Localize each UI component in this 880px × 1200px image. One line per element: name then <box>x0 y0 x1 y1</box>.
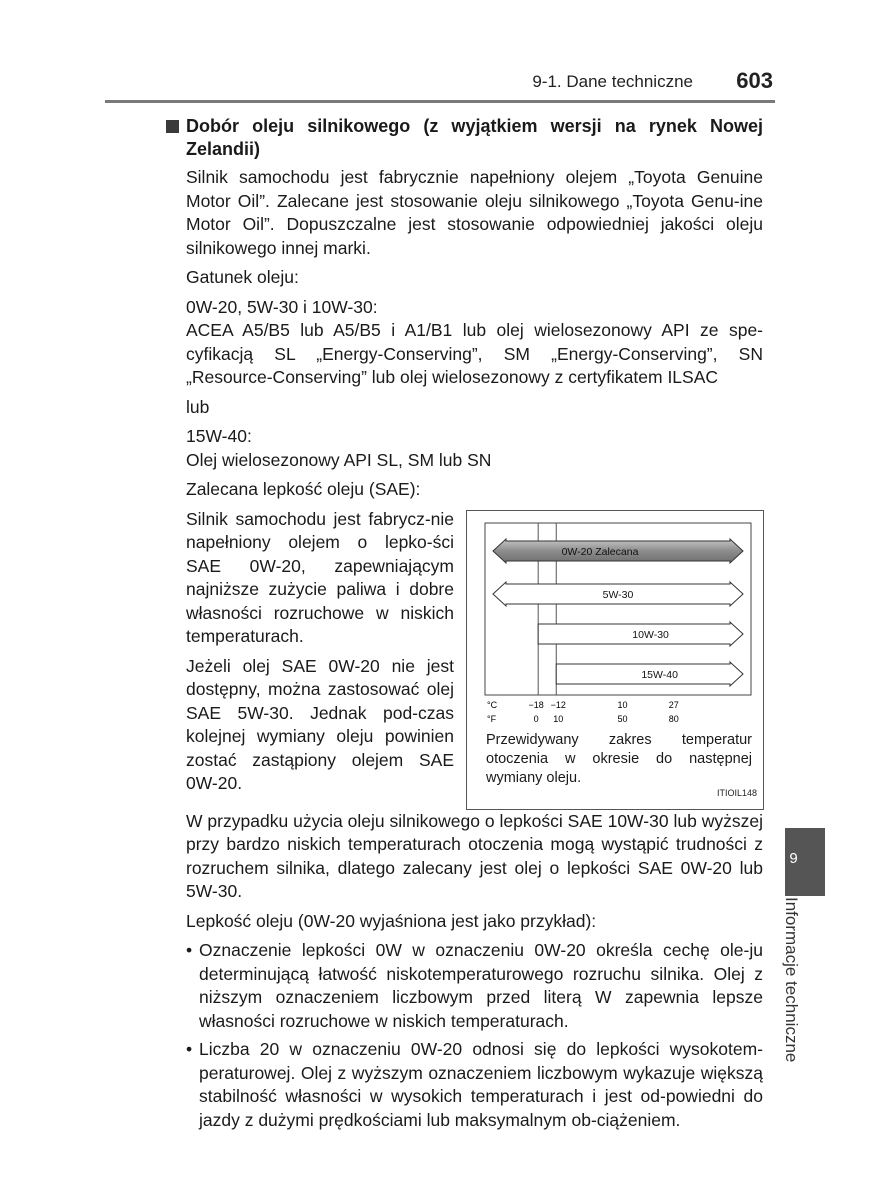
list-item-text: Oznaczenie lepkości 0W w oznaczeniu 0W-20 określa cechę ole-ju determinującą łatwość niskotemperaturowego rozruchu silnika. Olej z niższym oznaczeniem liczbowym przed literą W zapewnia lepsze własności rozruchowe w niskich temperaturach. <box>199 940 763 1031</box>
oil-grades-1: 0W-20, 5W-30 i 10W-30: <box>186 296 378 317</box>
body-text-block-2 <box>165 810 763 934</box>
section-heading <box>165 115 763 161</box>
header-section-title: 9-1. Dane techniczne <box>532 72 693 91</box>
square-bullet-icon <box>166 120 179 133</box>
tick-label-celsius: −12 <box>550 699 566 710</box>
viscosity-section <box>165 508 763 804</box>
chart-caption: Przewidywany zakres temperatur otoczenia w okresie do następnej wymiany oleju. <box>486 731 752 786</box>
list-item-text: Liczba 20 w oznaczeniu 0W-20 odnosi się do lepkości wysokotem-peraturowej. Olej z wyższym oznaczeniem liczbowym wykazuje większą stabilność własności w wysokich temperaturach i jest od-powiedni do jazdy z dużymi prędkościami lub maksymalnym ob-ciążeniem. <box>199 1039 763 1130</box>
list-item <box>186 1038 763 1132</box>
celsius-unit-label: °C <box>487 699 498 710</box>
viscosity-chart <box>467 511 763 729</box>
list-item <box>186 939 763 1033</box>
viscosity-chart-figure <box>466 510 764 810</box>
tick-label-fahrenheit: 0 <box>533 713 539 724</box>
cold-temperature-paragraph: W przypadku użycia oleju silnikowego o lepkości SAE 10W-30 lub wyższej przy bardzo niskich temperaturach otoczenia mogą wystąpić trudności z rozruchem silnika, dlatego zalecany jest olej o lepkości SAE 0W-20 lub 5W-30. <box>186 810 763 901</box>
alternative-oil-paragraph: Jeżeli olej SAE 0W-20 nie jest dostępny, można zastosować olej SAE 5W-30. Jednak pod-czas kolejnej wymiany oleju powinien zostać zastąpiony olejem SAE 0W-20. <box>186 655 454 793</box>
bullet-icon: • <box>186 1039 193 1059</box>
bullet-list <box>165 939 763 1132</box>
oil-grade-label: Gatunek oleju: <box>186 267 299 287</box>
bar-label: 10W-30 <box>632 628 669 641</box>
factory-fill-paragraph: Silnik samochodu jest fabrycz-nie napełniony olejem o lepko-ści SAE 0W-20, zapewniającym najniższe zużycie paliwa i dobre własności rozruchowe w niskich temperaturach. <box>186 508 454 646</box>
header-rule <box>105 100 775 103</box>
main-content <box>165 115 763 1137</box>
tick-label-celsius: −18 <box>528 699 544 710</box>
viscosity-text <box>186 508 454 802</box>
body-text-block <box>165 166 763 502</box>
chapter-tab <box>785 828 825 896</box>
bar-label: 0W-20 Zalecana <box>561 545 639 558</box>
page-number: 603 <box>736 68 773 93</box>
oil-spec-1: ACEA A5/B5 lub A5/B5 i A1/B1 lub olej wielosezonowy API ze spe-cyfikacją SL „Energy-Conserving”, SM „Energy-Conserving”, SN „Resource-Conserving” lub olej wielosezonowy z certyfikatem ILSAC <box>186 320 763 387</box>
tick-label-fahrenheit: 80 <box>668 713 679 724</box>
section-heading-text: Dobór oleju silnikowego (z wyjątkiem wersji na rynek Nowej Zelandii) <box>186 116 763 159</box>
fahrenheit-unit-label: °F <box>487 713 497 724</box>
figure-id: ITIOIL148 <box>716 788 757 798</box>
viscosity-explanation-label: Lepkość oleju (0W-20 wyjaśniona jest jako przykład): <box>186 910 597 931</box>
bullet-icon: • <box>186 940 193 960</box>
tick-label-fahrenheit: 50 <box>617 713 628 724</box>
tick-label-celsius: 10 <box>617 699 628 710</box>
chapter-label: Informacje techniczne <box>782 897 801 1063</box>
chapter-number: 9 <box>789 850 798 867</box>
bar-label: 5W-30 <box>602 588 634 601</box>
oil-spec-2: Olej wielosezonowy API SL, SM lub SN <box>186 449 492 470</box>
oil-grades-2: 15W-40: <box>186 426 252 446</box>
viscosity-label: Zalecana lepkość oleju (SAE): <box>186 479 421 499</box>
or-label: lub <box>186 396 210 417</box>
intro-paragraph: Silnik samochodu jest fabrycznie napełniony olejem „Toyota Genuine Motor Oil”. Zalecane jest stosowanie oleju silnikowego „Toyota Genu-ine Motor Oil”. Dopuszczalne jest stosowanie odpowiedniej jakości oleju silnikowego innej marki. <box>186 167 763 258</box>
bar-label: 15W-40 <box>641 668 678 681</box>
tick-label-celsius: 27 <box>668 699 679 710</box>
tick-label-fahrenheit: 10 <box>553 713 564 724</box>
